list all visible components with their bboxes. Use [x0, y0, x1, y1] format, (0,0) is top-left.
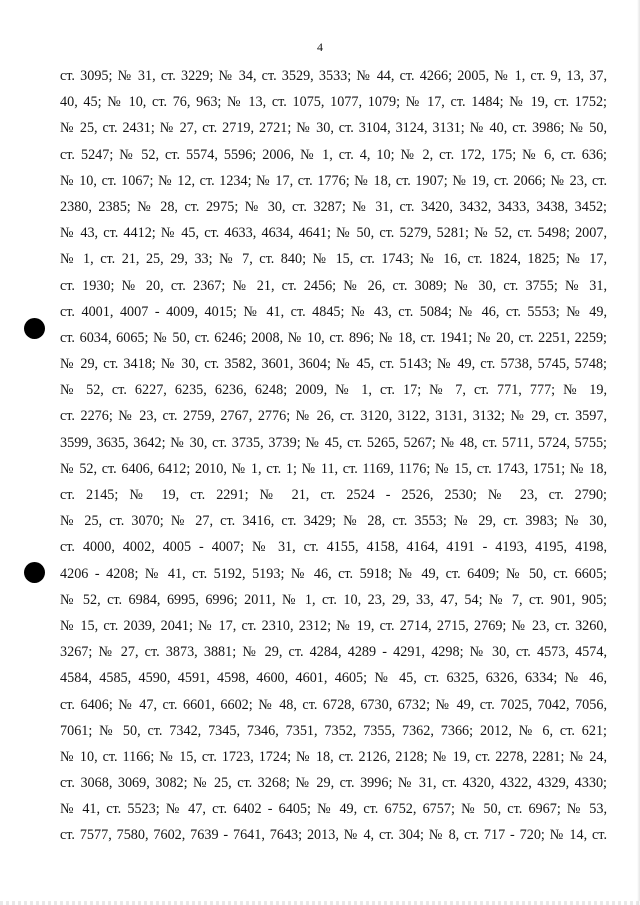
text-line: 3599, 3635, 3642; № 30, ст. 3735, 3739; № 45, ст. 5265, 5267; № 48, ст. 5711, 5724, 5755;	[60, 434, 607, 451]
text-line: № 52, ст. 6227, 6235, 6236, 6248; 2009, № 1, ст. 17; № 7, ст. 771, 777; № 19,	[60, 382, 607, 399]
text-line: № 25, ст. 2431; № 27, ст. 2719, 2721; № 30, ст. 3104, 3124, 3131; № 40, ст. 3986; № 50,	[60, 120, 607, 137]
text-line: № 41, ст. 5523; № 47, ст. 6402 - 6405; № 49, ст. 6752, 6757; № 50, ст. 6967; № 53,	[60, 801, 607, 818]
text-line: № 52, ст. 6406, 6412; 2010, № 1, ст. 1; № 11, ст. 1169, 1176; № 15, ст. 1743, 1751; № 18,	[60, 460, 607, 477]
text-line: ст. 3068, 3069, 3082; № 25, ст. 3268; № 29, ст. 3996; № 31, ст. 4320, 4322, 4329, 4330;	[60, 775, 607, 792]
text-line: 3267; № 27, ст. 3873, 3881; № 29, ст. 4284, 4289 - 4291, 4298; № 30, ст. 4573, 4574,	[60, 644, 607, 661]
text-line: ст. 4000, 4002, 4005 - 4007; № 31, ст. 4155, 4158, 4164, 4191 - 4193, 4195, 4198,	[60, 539, 607, 556]
text-line: 7061; № 50, ст. 7342, 7345, 7346, 7351, 7352, 7355, 7362, 7366; 2012, № 6, ст. 621;	[60, 722, 607, 739]
text-line: 4206 - 4208; № 41, ст. 5192, 5193; № 46, ст. 5918; № 49, ст. 6409; № 50, ст. 6605;	[60, 565, 607, 582]
legal-citation-text	[60, 63, 607, 849]
text-line: № 10, ст. 1166; № 15, ст. 1723, 1724; № 18, ст. 2126, 2128; № 19, ст. 2278, 2281; № 24,	[60, 748, 607, 765]
punch-hole-bottom	[24, 562, 45, 583]
text-line: ст. 6406; № 47, ст. 6601, 6602; № 48, ст. 6728, 6730, 6732; № 49, ст. 7025, 7042, 7056,	[60, 696, 607, 713]
text-line: ст. 2145; № 19, ст. 2291; № 21, ст. 2524 - 2526, 2530; № 23, ст. 2790;	[60, 487, 607, 503]
text-line: ст. 5247; № 52, ст. 5574, 5596; 2006, № 1, ст. 4, 10; № 2, ст. 172, 175; № 6, ст. 636;	[60, 146, 607, 163]
scan-bottom-edge	[0, 901, 640, 905]
text-line: 4584, 4585, 4590, 4591, 4598, 4600, 4601, 4605; № 45, ст. 6325, 6326, 6334; № 46,	[60, 670, 607, 687]
text-line: № 1, ст. 21, 25, 29, 33; № 7, ст. 840; № 15, ст. 1743; № 16, ст. 1824, 1825; № 17,	[60, 251, 607, 268]
text-line: № 10, ст. 1067; № 12, ст. 1234; № 17, ст. 1776; № 18, ст. 1907; № 19, ст. 2066; № 23, ст.	[60, 172, 607, 189]
text-line: ст. 1930; № 20, ст. 2367; № 21, ст. 2456; № 26, ст. 3089; № 30, ст. 3755; № 31,	[60, 277, 607, 294]
text-line: ст. 6034, 6065; № 50, ст. 6246; 2008, № 10, ст. 896; № 18, ст. 1941; № 20, ст. 2251, 2259;	[60, 329, 607, 346]
punch-hole-top	[24, 318, 45, 339]
text-line: № 43, ст. 4412; № 45, ст. 4633, 4634, 4641; № 50, ст. 5279, 5281; № 52, ст. 5498; 2007,	[60, 225, 607, 242]
text-line: 40, 45; № 10, ст. 76, 963; № 13, ст. 1075, 1077, 1079; № 17, ст. 1484; № 19, ст. 1752;	[60, 94, 607, 111]
text-line: ст. 3095; № 31, ст. 3229; № 34, ст. 3529, 3533; № 44, ст. 4266; 2005, № 1, ст. 9, 13, 37,	[60, 68, 607, 84]
page-number: 4	[317, 40, 323, 54]
text-line: ст. 4001, 4007 - 4009, 4015; № 41, ст. 4845; № 43, ст. 5084; № 46, ст. 5553; № 49,	[60, 303, 607, 320]
text-line: ст. 2276; № 23, ст. 2759, 2767, 2776; № 26, ст. 3120, 3122, 3131, 3132; № 29, ст. 3597,	[60, 408, 607, 425]
text-line: № 52, ст. 6984, 6995, 6996; 2011, № 1, ст. 10, 23, 29, 33, 47, 54; № 7, ст. 901, 905;	[60, 591, 607, 608]
text-line: 2380, 2385; № 28, ст. 2975; № 30, ст. 3287; № 31, ст. 3420, 3432, 3433, 3438, 3452;	[60, 198, 607, 215]
text-line: ст. 7577, 7580, 7602, 7639 - 7641, 7643; 2013, № 4, ст. 304; № 8, ст. 717 - 720; № 14, ст.	[60, 827, 607, 844]
text-line: № 15, ст. 2039, 2041; № 17, ст. 2310, 2312; № 19, ст. 2714, 2715, 2769; № 23, ст. 3260,	[60, 617, 607, 634]
text-line: № 29, ст. 3418; № 30, ст. 3582, 3601, 3604; № 45, ст. 5143; № 49, ст. 5738, 5745, 5748;	[60, 356, 607, 373]
text-line: № 25, ст. 3070; № 27, ст. 3416, ст. 3429; № 28, ст. 3553; № 29, ст. 3983; № 30,	[60, 513, 607, 530]
